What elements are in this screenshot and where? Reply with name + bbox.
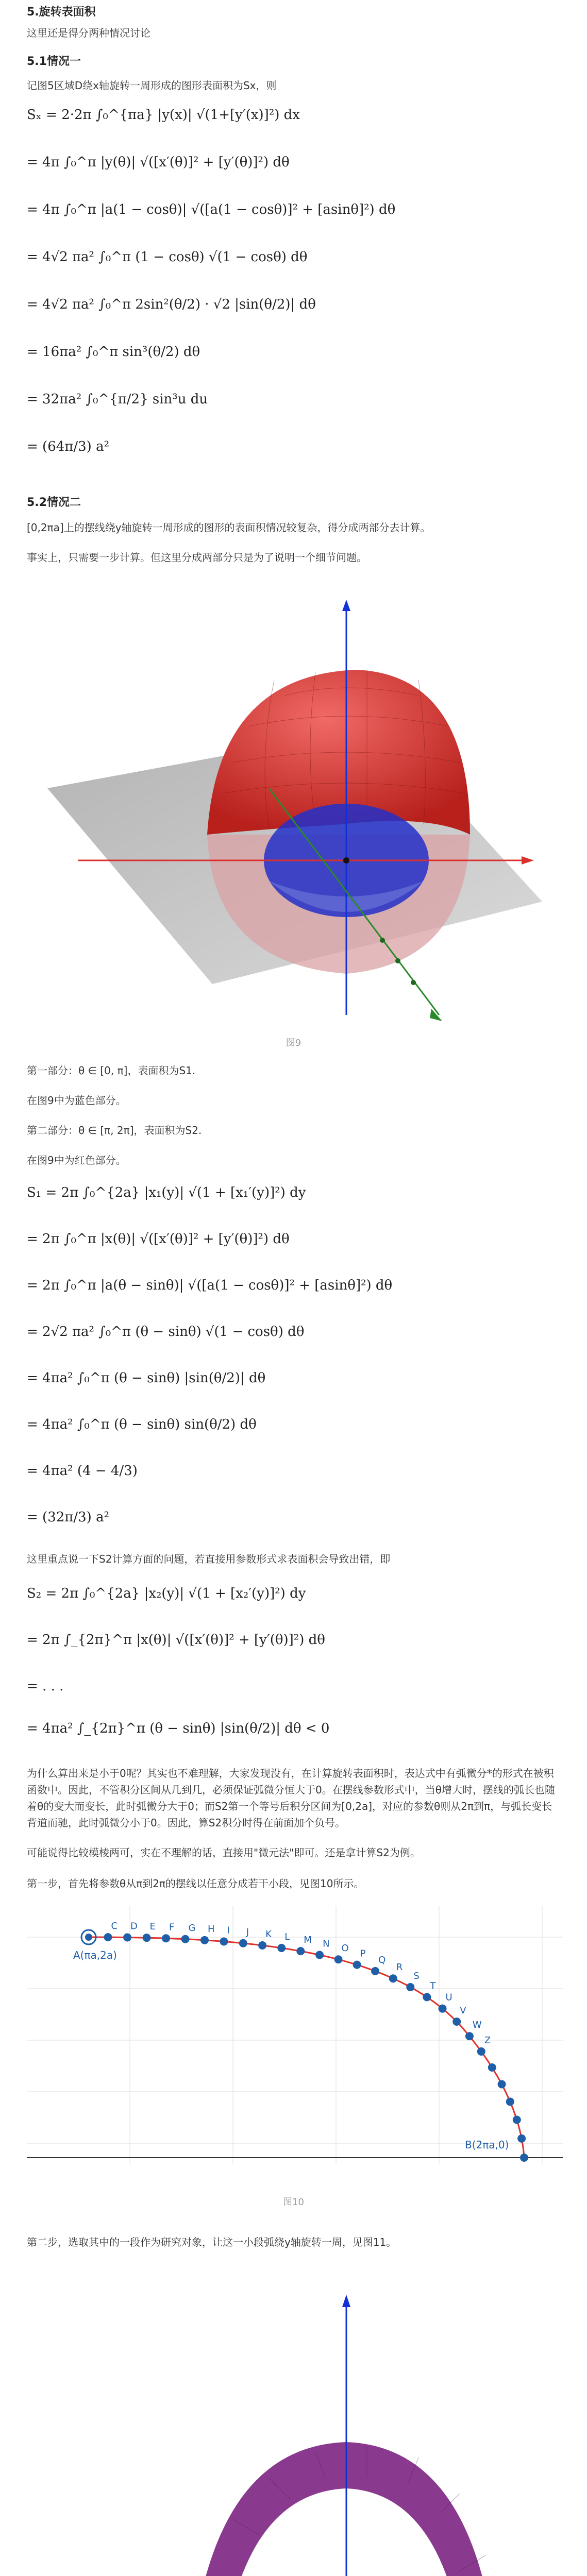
fig10-point-label: T [430, 1980, 436, 1992]
equation-s1-5: = 4πa² ∫₀^π (θ − sinθ) sin(θ/2) dθ [27, 1417, 257, 1432]
fig10-point [517, 2134, 526, 2143]
equation-s2-0: S₂ = 2π ∫₀^{2a} |x₂(y)| √(1 + [x₂′(y)]²) dy [27, 1586, 306, 1601]
equation-sx-4: = 4√2 πa² ∫₀^π 2sin²(θ/2) · √2 |sin(θ/2)| dθ [27, 297, 316, 312]
section-title-5-1: 5.1情况一 [27, 55, 81, 68]
equation-s1-1: = 2π ∫₀^π |x(θ)| √([x′(θ)]² + [y′(θ)]²) dθ [27, 1231, 290, 1247]
step-1-text: 第一步，首先将参数θ从π到2π的摆线以任意分成若干小段，见图10所示。 [27, 1877, 364, 1890]
fig10-point [296, 1947, 305, 1955]
figure-9-caption: 图9 [286, 1038, 301, 1048]
equation-sx-6: = 32πa² ∫₀^{π/2} sin³u du [27, 392, 208, 407]
section-title-5-2: 5.2情况二 [27, 496, 81, 509]
equation-sx-7: = (64π/3) a² [27, 439, 109, 454]
why-negative-paragraph: 为什么算出来是小于0呢？其实也不难理解，大家发现没有，在计算旋转表面积时，表达式中有弧微分*的形式在被积函数中。因此，不管积分区间从几到几，必须保证弧微分恒大于0。在摆线参数形式中，当θ增大时，摆线的弧长也随着θ的变大而变长，此时弧微分大于0；而S2第一个等号后积分区间为[0,2a]，对应的参数θ则从2π到π，与弧长变长背道而驰，此时弧微分小于0。因此，算S2积分时得在前面加个负号。 [27, 1767, 555, 1829]
fig10-point-label: V [460, 2005, 466, 2016]
part-2-text: 第二部分：θ ∈ [π, 2π]，表面积为S2. [27, 1124, 202, 1137]
equation-s1-0: S₁ = 2π ∫₀^{2a} |x₁(y)| √(1 + [x₁′(y)]²) dy [27, 1185, 306, 1200]
fig10-point [477, 2047, 485, 2056]
fig10-point-label: K [265, 1928, 272, 1940]
section-title-5: 5.旋转表面积 [27, 6, 96, 19]
part-2-color-note: 在图9中为红色部分。 [27, 1154, 126, 1166]
fig10-point-label: L [284, 1931, 290, 1943]
fig10-point-label: M [304, 1935, 312, 1946]
s2-intro: 这里重点说一下S2计算方面的问题，若直接用参数形式求表面积会导致出错，即 [27, 1553, 391, 1565]
equation-s2-1: = 2π ∫_{2π}^π |x(θ)| √([x′(θ)]² + [y′(θ)]²) dθ [27, 1632, 325, 1648]
fig10-point [406, 1983, 414, 1991]
section-5-intro: 这里还是得分两种情况讨论 [27, 27, 150, 39]
part-1-color-note: 在图9中为蓝色部分。 [27, 1094, 126, 1107]
fig10-point-label: N [323, 1938, 330, 1950]
fig10-point [488, 2063, 496, 2072]
equation-s2-2: = . . . [27, 1679, 64, 1694]
equation-s1-6: = 4πa² (4 − 4/3) [27, 1463, 138, 1479]
fig10-point-label: C [111, 1921, 118, 1932]
figure-9-surface [27, 592, 563, 1030]
fig10-point-label: G [188, 1922, 196, 1934]
fig10-point-label: J [246, 1926, 249, 1938]
fig10-point-label: I [227, 1925, 230, 1936]
fig10-point [239, 1939, 247, 1947]
fig10-point [465, 2032, 474, 2040]
fig10-point [277, 1944, 286, 1952]
fig10-point [353, 1961, 361, 1969]
fig10-point-label: U [445, 1992, 452, 2003]
fig10-point [334, 1955, 343, 1963]
fig10-point [371, 1967, 379, 1975]
equation-sx-2: = 4π ∫₀^π |a(1 − cosθ)| √([a(1 − cosθ)]² + [asinθ]²) dθ [27, 202, 396, 217]
equation-s1-7: = (32π/3) a² [27, 1510, 109, 1525]
fig10-point [220, 1937, 228, 1945]
fig10-label-b: B(2πa,0) [465, 2139, 509, 2151]
fig10-point-label: O [341, 1943, 349, 1954]
fig10-point [389, 1974, 397, 1982]
fig10-point [498, 2080, 506, 2088]
equation-sx-5: = 16πa² ∫₀^π sin³(θ/2) dθ [27, 344, 200, 360]
part-1-text: 第一部分：θ ∈ [0, π]，表面积为S1. [27, 1064, 196, 1077]
section-5-2-para-1: [0,2πa]上的摆线绕y轴旋转一周形成的图形的表面积情况较复杂，得分成两部分去计算。 [27, 521, 431, 534]
fig10-point [423, 1993, 431, 2001]
fig10-point-label: D [130, 1921, 138, 1932]
step-2-text: 第二步，选取其中的一段作为研究对象，让这一小段弧绕y轴旋转一周，见图11。 [27, 2236, 397, 2248]
fig10-point [258, 1941, 266, 1950]
fig10-point [143, 1934, 151, 1942]
fig10-point [439, 2005, 447, 2013]
equation-sx-1: = 4π ∫₀^π |y(θ)| √([x′(θ)]² + [y′(θ)]²) dθ [27, 155, 290, 170]
fig10-point-label: E [149, 1921, 156, 1933]
fig10-point [104, 1933, 112, 1941]
why-negative-paragraph-2: 可能说得比较模棱两可，实在不理解的话，直接用"微元法"即可。还是拿计算S2为例。 [27, 1846, 421, 1859]
fig10-point-label: Q [378, 1954, 386, 1965]
fig10-point [181, 1935, 190, 1943]
fig10-point-label: S [413, 1970, 420, 1981]
equation-sx-3: = 4√2 πa² ∫₀^π (1 − cosθ) √(1 − cosθ) dθ [27, 249, 308, 265]
fig10-point [506, 2097, 514, 2106]
fig10-point-label: H [208, 1923, 215, 1935]
equation-s1-4: = 4πa² ∫₀^π (θ − sinθ) |sin(θ/2)| dθ [27, 1370, 266, 1386]
fig10-point-label: W [472, 2020, 482, 2031]
equation-s1-2: = 2π ∫₀^π |a(θ − sinθ)| √([a(1 − cosθ)]² + [asinθ]²) dθ [27, 1278, 393, 1293]
fig10-point-label: Z [484, 2035, 491, 2046]
equation-s1-3: = 2√2 πa² ∫₀^π (θ − sinθ) √(1 − cosθ) dθ [27, 1324, 305, 1340]
fig10-point-label: P [360, 1948, 366, 1959]
figure-10-cycloid-points [27, 1906, 563, 2184]
fig10-point-label: F [169, 1922, 175, 1933]
fig10-point-label: R [396, 1962, 403, 1973]
figure-10-caption: 图10 [283, 2197, 304, 2208]
fig10-point [200, 1936, 209, 1944]
figure-11-ring-surface [27, 2277, 563, 2576]
equation-sx-0: Sₓ = 2·2π ∫₀^{πa} |y(x)| √(1+[y′(x)]²) dx [27, 107, 300, 123]
fig10-point [123, 1933, 131, 1941]
fig10-point [162, 1934, 170, 1942]
fig10-label-a: A(πa,2a) [73, 1949, 117, 1961]
equation-s2-3: = 4πa² ∫_{2π}^π (θ − sinθ) |sin(θ/2)| dθ < 0 [27, 1721, 330, 1736]
fig10-point [513, 2116, 521, 2124]
fig10-point [452, 2018, 461, 2026]
section-5-1-intro: 记图5区域D绕x轴旋转一周形成的图形表面积为Sx，则 [27, 79, 277, 92]
section-5-2-para-2: 事实上，只需要一步计算。但这里分成两部分只是为了说明一个细节问题。 [27, 551, 367, 564]
fig10-point [315, 1951, 324, 1959]
